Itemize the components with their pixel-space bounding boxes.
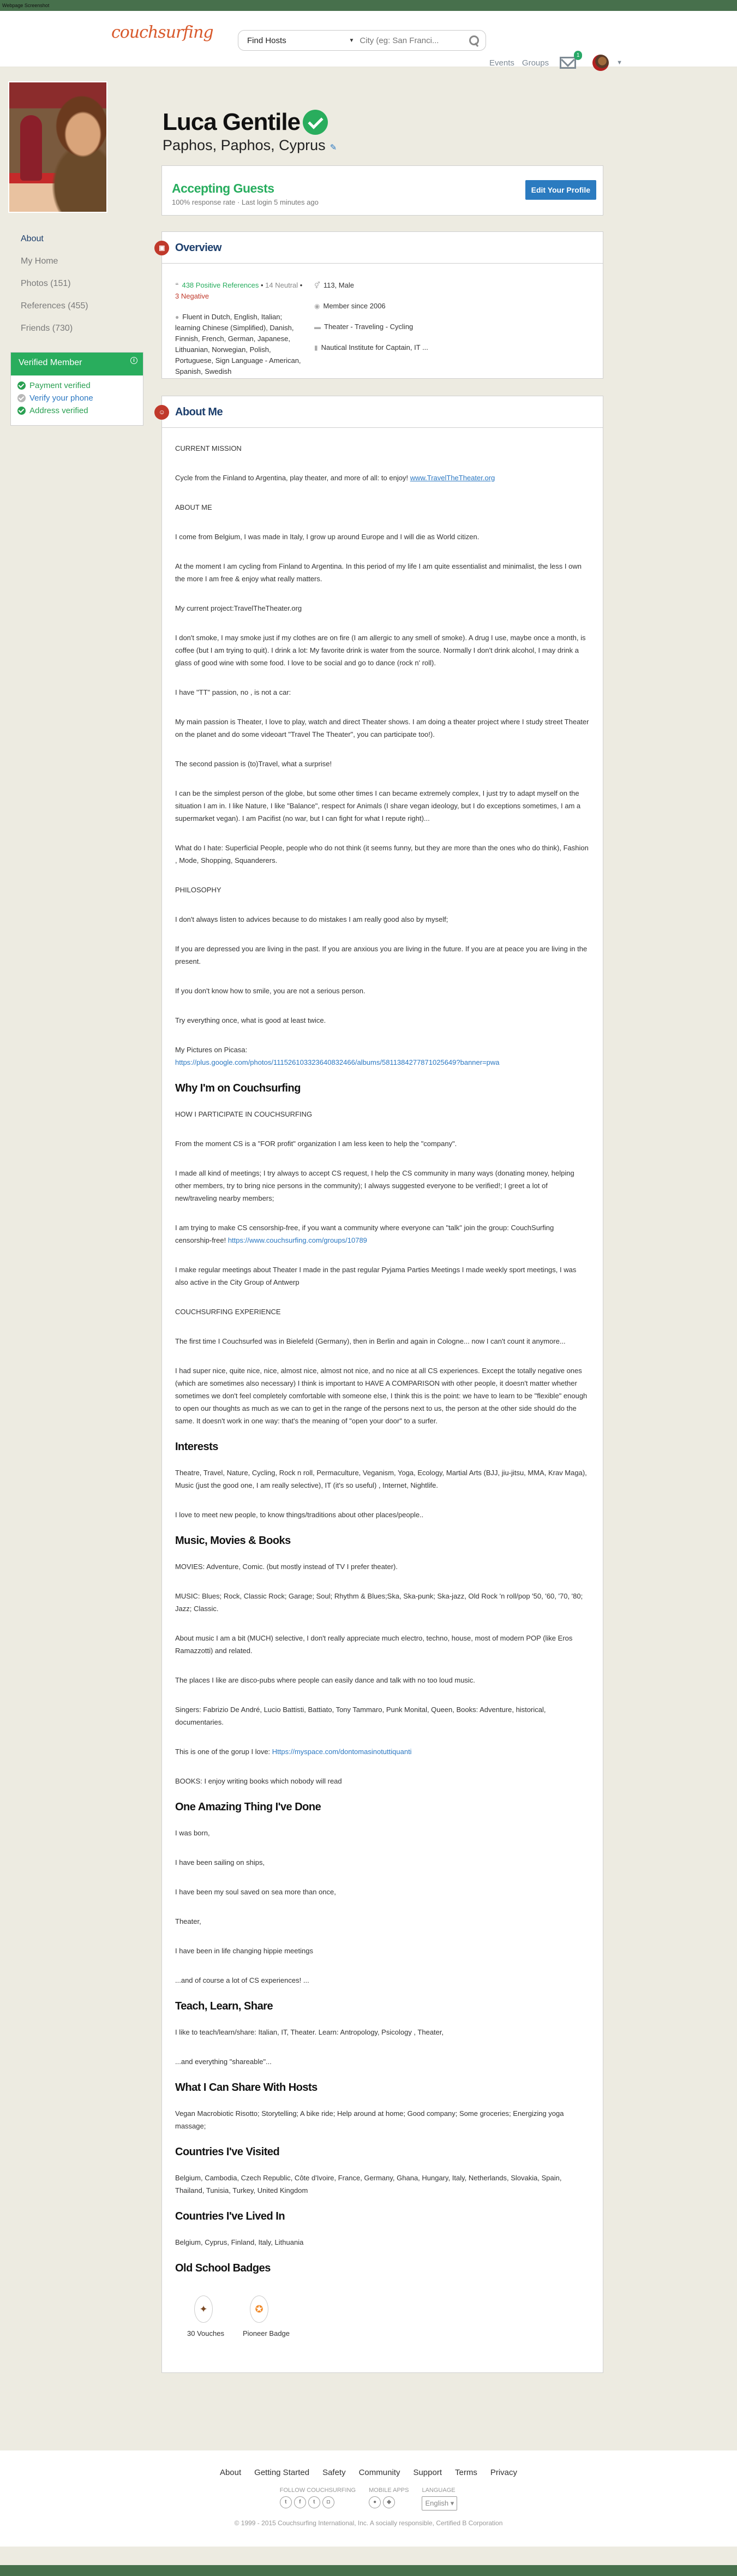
paragraph: If you are depressed you are living in the past. If you are anxious you are living in the future. If you are at peace you are living in the present. (175, 945, 588, 965)
verify-phone-link[interactable] (17, 393, 136, 403)
briefcase-icon: ▬ (314, 323, 321, 331)
paragraph: The second passion is (to)Travel, what a surprise! (175, 760, 332, 768)
paragraph: The places I like are disco-pubs where people can easily dance and talk with no too loud music. (175, 1676, 475, 1684)
badge-list (175, 2295, 590, 2340)
paragraph: Theatre, Travel, Nature, Cycling, Rock n roll, Permaculture, Veganism, Yoga, Ecology, Martial Arts (BJJ, jiu-jitsu, MMA, Krav Maga), Music (just the good one, I am really selective), IT (it's so useful) , Internet, Nightlife. (175, 1469, 587, 1489)
nav-groups[interactable]: Groups (522, 58, 549, 68)
about-me-body (162, 428, 603, 2340)
old-school-badges-heading: Old School Badges (175, 2262, 271, 2274)
travel-the-theater-link[interactable]: www.TravelTheTheater.org (410, 474, 495, 482)
paragraph: I love to meet new people, to know things/traditions about other places/people.. (175, 1511, 424, 1519)
paragraph: My Pictures on Picasa: https://plus.google.com/photos/111526103323640832466/albums/5811384277871025649?banner=pwa (175, 1046, 500, 1066)
paragraph: I can be the simplest person of the globe, but some other times I can became extremely complex, I just try to adapt myself on the situation I am in. I like Nature, I like "Balance", respect for Animals (I share vegan ideology, but I do exceptions sometimes, I am a supermarket vegan). I am Pacifist (no war, but I can fight for what I repute right)... (175, 789, 581, 822)
twitter-icon[interactable]: t (280, 2496, 292, 2508)
paragraph: I have been my soul saved on sea more than once, (175, 1888, 336, 1896)
profile-location: Paphos, Paphos, Cyprus ✎ (163, 137, 337, 153)
paragraph: I come from Belgium, I was made in Italy, I grow up around Europe and I will die as World citizen. (175, 533, 480, 541)
paragraph: Belgium, Cambodia, Czech Republic, Côte d'Ivoire, France, Germany, Ghana, Hungary, Italy, Netherlands, Slovakia, Spain, Thailand, Tunisia, Turkey, United Kingdom (175, 2174, 562, 2195)
paragraph: I was born, (175, 1829, 210, 1837)
paragraph: COUCHSURFING EXPERIENCE (175, 1308, 281, 1316)
paragraph: ...and of course a lot of CS experiences! ... (175, 1976, 309, 1984)
search-bar (238, 30, 486, 51)
check-circle-icon (17, 394, 26, 402)
paragraph: About music I am a bit (MUCH) selective, I don't really appreciate much electro, techno, house, most of modern POP (like Eros Ramazzotti) and related. (175, 1634, 573, 1655)
paragraph: From the moment CS is a "FOR profit" organization I am less keen to help the "company". (175, 1140, 457, 1148)
sidebar-item-photos[interactable]: Photos (151) (21, 279, 71, 288)
age-gender: ⚥ 113, Male (314, 281, 354, 289)
section-title: Overview (175, 242, 221, 254)
edit-profile-button[interactable]: Edit Your Profile (525, 180, 596, 200)
profile-name: Luca Gentile (163, 109, 326, 136)
address-verified (17, 406, 136, 415)
paragraph: I like to teach/learn/share: Italian, IT, Theater. Learn: Antropology, Psicology , Theater, (175, 2028, 444, 2036)
capture-bar: Webpage Screenshot (0, 0, 737, 11)
badge-30-vouches[interactable] (187, 2295, 224, 2340)
paragraph: At the moment I am cycling from Finland to Argentina. In this period of my life I am quite essentialist and minimalist, the less I own the more I am free & enjoy what really matters. (175, 562, 582, 583)
person-icon: ☺ (154, 405, 169, 420)
payment-verified (17, 381, 136, 390)
badge-label: Pioneer Badge (243, 2329, 290, 2338)
verification-label: Payment verified (29, 381, 91, 390)
paragraph: PHILOSOPHY (175, 886, 221, 894)
vouch-badge-icon: ✦ (194, 2295, 213, 2323)
member-since: ◉ Member since 2006 (314, 302, 386, 310)
follow-label: FOLLOW COUCHSURFING (279, 2487, 356, 2494)
profile-page (0, 67, 737, 2576)
apps-label: MOBILE APPS (369, 2487, 409, 2494)
paragraph: This is one of the gorup I love: Https://myspace.com/dontomasinotuttiquanti (175, 1748, 412, 1756)
paragraph: Vegan Macrobiotic Risotto; Storytelling; A bike ride; Help around at home; Good company; Some groceries; Energizing yoga massage; (175, 2109, 564, 2130)
overview-header (159, 232, 603, 264)
paragraph: I had super nice, quite nice, nice, almost nice, almost not nice, and no nice at all CS experiences. Except the totally negative ones (which are sometimes also necessary) I think is important to HAVE A COMPARISON with other people, it doesn't matter whether sometimes we don't feel completely comfortable with someone else, I think this is the point: we have to learn to be "flexible" enough to open our thoughts as much as we can to get in the range of the persons next to us, the person at the other side should do the same. It doesn't work in one way: that's the meaning of "open your door" to a surfer. (175, 1367, 588, 1425)
nav-events[interactable]: Events (489, 58, 514, 68)
footer-links (0, 2450, 737, 2477)
why-couchsurfing-heading: Why I'm on Couchsurfing (175, 1082, 301, 1094)
instagram-icon[interactable]: ◘ (322, 2496, 334, 2508)
verified-member-title: Verified Member (19, 358, 82, 367)
language-select[interactable]: English ▾ (422, 2496, 457, 2511)
profile-photo[interactable] (8, 81, 107, 213)
paragraph: MUSIC: Blues; Rock, Classic Rock; Garage; Soul; Rhythm & Blues;Ska, Ska-punk; Ska-jazz, Old Rock 'n roll/pop '50, '60, '70, '80; Jazz; Classic. (175, 1592, 583, 1613)
language-group (422, 2487, 457, 2511)
id-card-icon: ▣ (154, 241, 169, 255)
footer-link-community[interactable]: Community (358, 2468, 400, 2477)
gender-icon: ⚥ (314, 282, 320, 289)
sidebar-item-about[interactable]: About (21, 234, 44, 243)
left-column (8, 81, 141, 426)
footer-link-about[interactable]: About (219, 2468, 242, 2477)
badge-label: 30 Vouches (187, 2329, 224, 2338)
pioneer-badge-icon: ✪ (250, 2295, 268, 2323)
info-icon[interactable]: i (130, 357, 137, 364)
profile-heading (163, 109, 337, 154)
about-me-header (158, 396, 603, 428)
music-movies-books-heading: Music, Movies & Books (175, 1535, 291, 1547)
verified-member-header (11, 353, 143, 375)
globe-icon: ◉ (314, 302, 320, 310)
footer-link-getting-started[interactable]: Getting Started (254, 2468, 310, 2477)
countries-visited-heading: Countries I've Visited (175, 2146, 280, 2158)
paragraph: I have "TT" passion, no , is not a car: (175, 688, 291, 696)
site-footer (0, 2450, 737, 2547)
mobile-apps-group (369, 2487, 409, 2511)
sidebar-item-references[interactable]: References (455) (21, 301, 88, 311)
paragraph: HOW I PARTICIPATE IN COUCHSURFING (175, 1110, 313, 1118)
response-meta: 100% response rate · Last login 5 minutes ago (172, 198, 319, 206)
tumblr-icon[interactable]: t (308, 2496, 320, 2508)
copyright: © 1999 - 2015 Couchsurfing International, Inc. A socially responsible, Certified B Corporation (234, 2519, 503, 2527)
edit-pencil-icon[interactable]: ✎ (329, 143, 337, 152)
capture-footer-bar (0, 2565, 737, 2576)
book-icon: ▮ (314, 344, 318, 351)
verification-label[interactable]: Verify your phone (29, 393, 93, 403)
about-me-card (158, 396, 603, 2373)
footer-link-terms[interactable]: Terms (455, 2468, 477, 2477)
paragraph: I have been in life changing hippie meetings (175, 1947, 313, 1955)
caret-down-icon[interactable]: ▼ (616, 59, 622, 66)
verified-member-box (10, 352, 143, 426)
interests-heading: Interests (175, 1441, 218, 1453)
message-count-badge: 1 (574, 51, 582, 60)
hosting-status: Accepting Guests (172, 181, 274, 195)
footer-link-privacy[interactable]: Privacy (490, 2468, 518, 2477)
language-label: LANGUAGE (422, 2487, 456, 2494)
quote-icon: ❝ (175, 282, 179, 289)
sidebar-item-my-home[interactable]: My Home (21, 257, 58, 266)
paragraph: Belgium, Cyprus, Finland, Italy, Lithuania (175, 2238, 304, 2246)
couchsurfing-logo[interactable]: couchsurfing (111, 23, 213, 42)
check-circle-icon (17, 381, 26, 390)
search-mode-select[interactable]: Find Hosts (247, 35, 286, 45)
countries-lived-heading: Countries I've Lived In (175, 2210, 285, 2222)
paragraph: Theater, (175, 1917, 201, 1925)
education: ▮ Nautical Institute for Captain, IT ... (314, 343, 428, 351)
references-summary[interactable]: ❝ 438 Positive References • 14 Neutral • 3 Negative (175, 281, 303, 300)
paragraph: I don't smoke, I may smoke just if my clothes are on fire (I am allergic to any smell of smoke). A drug I use, maybe once a month, is coffee (but I am trying to quit). I drink a lot: My favorite drink is water from the source. Normally I don't drink alcohol, I may drink a glass of good wine with some food. I love to be social and go to dance (rock n' roll). (175, 634, 586, 667)
paragraph: What do I hate: Superficial People, people who do not think (it seems funny, but they are more than the ones who do think), Fashion , Mode, Shopping, Squanderers. (175, 844, 589, 864)
footer-link-support[interactable]: Support (413, 2468, 442, 2477)
paragraph: CURRENT MISSION (175, 444, 242, 452)
search-icon[interactable] (468, 34, 480, 46)
apple-icon[interactable]: ● (369, 2496, 381, 2508)
paragraph: I made all kind of meetings; I try always to accept CS request, I help the CS community in many ways (donating money, helping other members, try to bring nice persons in the community); I always suggested everyone to be verified!; I greet a lot of new/traveling nearby members; (175, 1169, 574, 1202)
caret-down-icon[interactable]: ▼ (349, 37, 355, 44)
paragraph: Cycle from the Finland to Argentina, play theater, and more of all: to enjoy! www.TravelTheTheater.org (175, 474, 495, 482)
paragraph: My current project:TravelTheTheater.org (175, 604, 302, 612)
paragraph: The first time I Couchsurfed was in Bielefeld (Germany), then in Berlin and again in Cologne... now I can't count it anymore... (175, 1337, 566, 1345)
myspace-link[interactable]: Https://myspace.com/dontomasinotuttiquanti (272, 1748, 412, 1756)
paragraph: I make regular meetings about Theater I made in the past regular Pyjama Parties Meetings I made weekly sport meetings, I was also active in the City Group of Antwerp (175, 1266, 577, 1286)
site-header (0, 11, 737, 67)
paragraph: My main passion is Theater, I love to play, watch and direct Theater shows. I am doing a theater project where I study street Theater on the planet and do some videoart "Travel The Theater", you can participate too!). (175, 718, 589, 738)
picasa-link[interactable]: https://plus.google.com/photos/111526103323640832466/albums/5811384277871025649?banner=pwa (175, 1058, 500, 1066)
occupation: ▬ Theater - Traveling - Cycling (314, 323, 414, 331)
languages: ● Fluent in Dutch, English, Italian; learning Chinese (Simplified), Danish, Finnish, French, German, Japanese, Lithuanian, Norwegian, Polish, Portuguese, Sign Language - American, Spanish, Swedish (175, 313, 301, 375)
paragraph: If you don't know how to smile, you are not a serious person. (175, 987, 365, 995)
overview-card (161, 231, 603, 379)
paragraph: MOVIES: Adventure, Comic. (but mostly instead of TV I prefer theater). (175, 1563, 398, 1571)
censorship-free-group-link[interactable]: https://www.couchsurfing.com/groups/10789 (227, 1236, 367, 1244)
paragraph: BOOKS: I enjoy writing books which nobody will read (175, 1777, 342, 1785)
android-icon[interactable]: ◆ (383, 2496, 395, 2508)
footer-link-safety[interactable]: Safety (322, 2468, 346, 2477)
amazing-thing-heading: One Amazing Thing I've Done (175, 1801, 321, 1813)
paragraph: I don't always listen to advices because to do mistakes I am really good also by myself; (175, 915, 448, 923)
check-circle-icon (17, 407, 26, 415)
paragraph: I am trying to make CS censorship-free, if you want a community where everyone can "talk" join the group: CouchSurfing censorship-free! https://www.couchsurfing.com/groups/10789 (175, 1224, 554, 1244)
hosting-status-card (161, 165, 603, 216)
speech-bubble-icon: ● (175, 313, 179, 321)
facebook-icon[interactable]: f (294, 2496, 306, 2508)
paragraph: Try everything once, what is good at least twice. (175, 1016, 326, 1024)
section-title: About Me (175, 406, 223, 418)
paragraph: I have been sailing on ships, (175, 1858, 265, 1867)
paragraph: ...and everything "shareable"... (175, 2058, 272, 2066)
profile-nav (8, 228, 141, 340)
verified-seal-icon (304, 111, 326, 133)
badge-pioneer[interactable] (243, 2295, 290, 2340)
paragraph: ABOUT ME (175, 503, 212, 511)
share-with-hosts-heading: What I Can Share With Hosts (175, 2082, 317, 2094)
verification-label: Address verified (29, 406, 88, 415)
paragraph: Singers: Fabrizio De André, Lucio Battisti, Battiato, Tony Tammaro, Punk Monital, Queen, Books: Adventure, historical, documentaries. (175, 1706, 546, 1726)
sidebar-item-friends[interactable]: Friends (730) (21, 324, 73, 333)
teach-learn-share-heading: Teach, Learn, Share (175, 2000, 273, 2012)
follow-group (280, 2487, 356, 2511)
city-search-input[interactable] (359, 36, 468, 45)
